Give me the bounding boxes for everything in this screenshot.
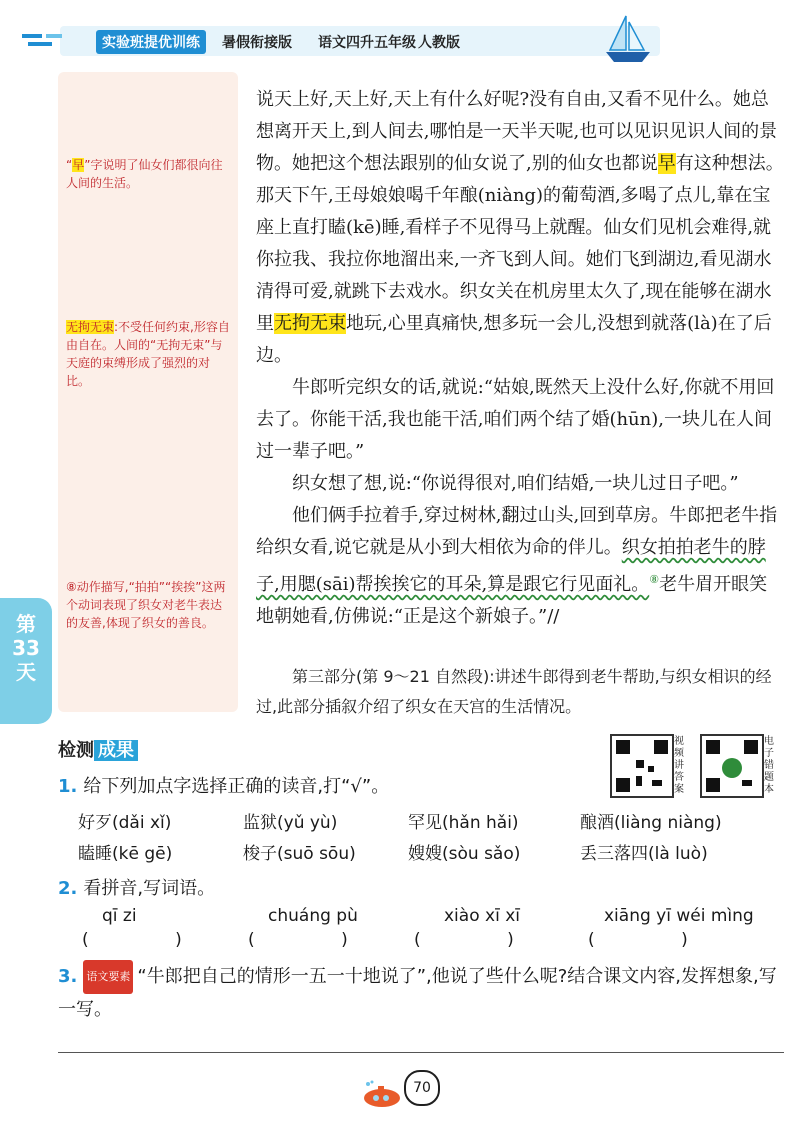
section-title xyxy=(58,736,138,762)
day-tab-label: 第33天 xyxy=(12,612,40,684)
pronunciation-option[interactable]: 监狱(yǔ yù) xyxy=(243,813,338,833)
annotation-note xyxy=(66,578,232,632)
story-paragraph xyxy=(256,500,784,633)
submarine-icon xyxy=(360,1080,406,1110)
story-text xyxy=(256,84,784,633)
answer-blank[interactable]: ( ) xyxy=(414,930,514,950)
pinyin-prompt: chuáng pù xyxy=(268,906,358,926)
section-title-a: 检测 xyxy=(58,740,94,761)
edition-label: 暑假衔接版 xyxy=(222,35,292,51)
pinyin-prompt: xiào xī xī xyxy=(444,906,520,926)
pinyin-prompt: xiāng yī wéi mìng xyxy=(604,906,754,926)
question-3 xyxy=(58,960,778,1026)
note-text: ”字说明了仙女们都很向往人间的生活。 xyxy=(66,158,223,190)
section-title-b: 成果 xyxy=(94,740,138,761)
text-run: 他们俩手拉着手,穿过树林,翻过山头,回到草房。牛郎把老牛指给织女看,说它就是从小到大相依为命的伴儿。 xyxy=(256,505,778,558)
footer-divider xyxy=(58,1052,784,1053)
publisher-label: 人教版 xyxy=(418,35,460,51)
story-paragraph xyxy=(256,84,784,372)
header-decoration-icon xyxy=(22,30,82,52)
book-series-title: 实验班提优训练 xyxy=(96,30,206,54)
text-run: 老牛眉开眼笑地朝她看,仿佛说:“正是这个新娘子。”// xyxy=(256,574,768,627)
pronunciation-option[interactable]: 丢三落四(là luò) xyxy=(580,844,708,864)
answer-blank[interactable]: ( ) xyxy=(588,930,688,950)
pronunciation-option[interactable]: 梭子(suō sōu) xyxy=(243,844,356,864)
qr-label: 视频讲答案 xyxy=(674,736,684,795)
note-highlight: 无拘无束 xyxy=(66,320,115,334)
pronunciation-option[interactable]: 嫂嫂(sòu sǎo) xyxy=(408,844,521,864)
section-summary xyxy=(256,662,784,722)
question-1 xyxy=(58,772,722,864)
annotation-note xyxy=(66,156,232,192)
question-number: 2. xyxy=(58,878,78,899)
pronunciation-option[interactable]: 瞌睡(kē gē) xyxy=(78,844,173,864)
note-text: “ xyxy=(66,158,73,172)
pronunciation-option[interactable]: 罕见(hǎn hǎi) xyxy=(408,813,519,833)
question-number: 3. xyxy=(58,966,78,987)
question-2 xyxy=(58,874,754,950)
wavy-underlined-sentence: 织女拍拍老牛的脖子,用腮(sāi)帮挨挨它的耳朵,算是跟它行见面礼。 xyxy=(256,537,766,595)
story-paragraph: 牛郎听完织女的话,就说:“姑娘,既然天上没什么好,你就不用回去了。你能干活,我也能干活,咱们两个结了婚(hūn),一块儿在人间过一辈子吧。” xyxy=(256,377,775,462)
note-text: :不受任何约束,形容自由自在。人间的“无拘无束”与天庭的束缚形成了强烈的对比。 xyxy=(66,320,230,388)
pronunciation-option[interactable]: 酿酒(liàng niàng) xyxy=(580,813,722,833)
answer-blank[interactable]: ( ) xyxy=(82,930,182,950)
question-text: 给下列加点字选择正确的读音,打“√”。 xyxy=(83,776,390,797)
grade-label: 语文四升五年级 xyxy=(318,35,416,51)
text-run: 地玩,心里真痛快,想多玩一会儿,没想到就落(là)在了后边。 xyxy=(256,313,772,366)
language-element-tag: 语文要素 xyxy=(83,960,133,994)
note-text: ⑧动作描写,“拍拍”“挨挨”这两个动词表现了织女对老牛表达的友善,体现了织女的善良。 xyxy=(66,580,226,630)
story-paragraph: 织女想了想,说:“你说得很对,咱们结婚,一块儿过日子吧。” xyxy=(292,473,739,494)
pronunciation-option[interactable]: 好歹(dǎi xǐ) xyxy=(78,813,172,833)
qr-label: 电子错题本 xyxy=(764,736,774,795)
pinyin-prompt: qī zi xyxy=(102,906,137,926)
text-run: 有这种想法。那天下午,王母娘娘喝千年酿(niàng)的葡萄酒,多喝了点儿,靠在宝座上直打瞌(kē)睡,看样子不见得马上就醒。仙女们见机会难得,就你拉我、我拉你地溜出来,一齐飞到人间。她们飞到湖边,看见湖水清得可爱,就跳下去戏水。织女关在机房里太久了,现在能够在湖水里 xyxy=(256,153,784,334)
answer-blank[interactable]: ( ) xyxy=(248,930,348,950)
question-text: 看拼音,写词语。 xyxy=(83,878,216,899)
highlighted-word: 无拘无束 xyxy=(274,313,346,334)
highlighted-word: 早 xyxy=(657,153,676,174)
page-header xyxy=(0,0,800,70)
summary-text: 第三部分(第 9～21 自然段):讲述牛郎得到老牛帮助,与织女相识的经过,此部分插叙介绍了织女在天宫的生活情况。 xyxy=(256,667,772,716)
sailboat-icon xyxy=(600,12,656,68)
question-number: 1. xyxy=(58,776,78,797)
annotation-marker: ⑧ xyxy=(649,573,660,586)
note-highlight: 早 xyxy=(72,158,85,172)
question-text: “牛郎把自己的情形一五一十地说了”,他说了些什么呢?结合课文内容,发挥想象,写一写。 xyxy=(58,966,777,1020)
text-run: 说天上好,天上好,天上有什么好呢?没有自由,又看不见什么。她总想离开天上,到人间去,哪怕是一天半天呢,也可以见识见识人间的景物。她把这个想法跟别的仙女说了,别的仙女也都说 xyxy=(256,89,778,174)
page-number: 70 xyxy=(404,1070,440,1106)
annotation-note xyxy=(66,318,232,390)
